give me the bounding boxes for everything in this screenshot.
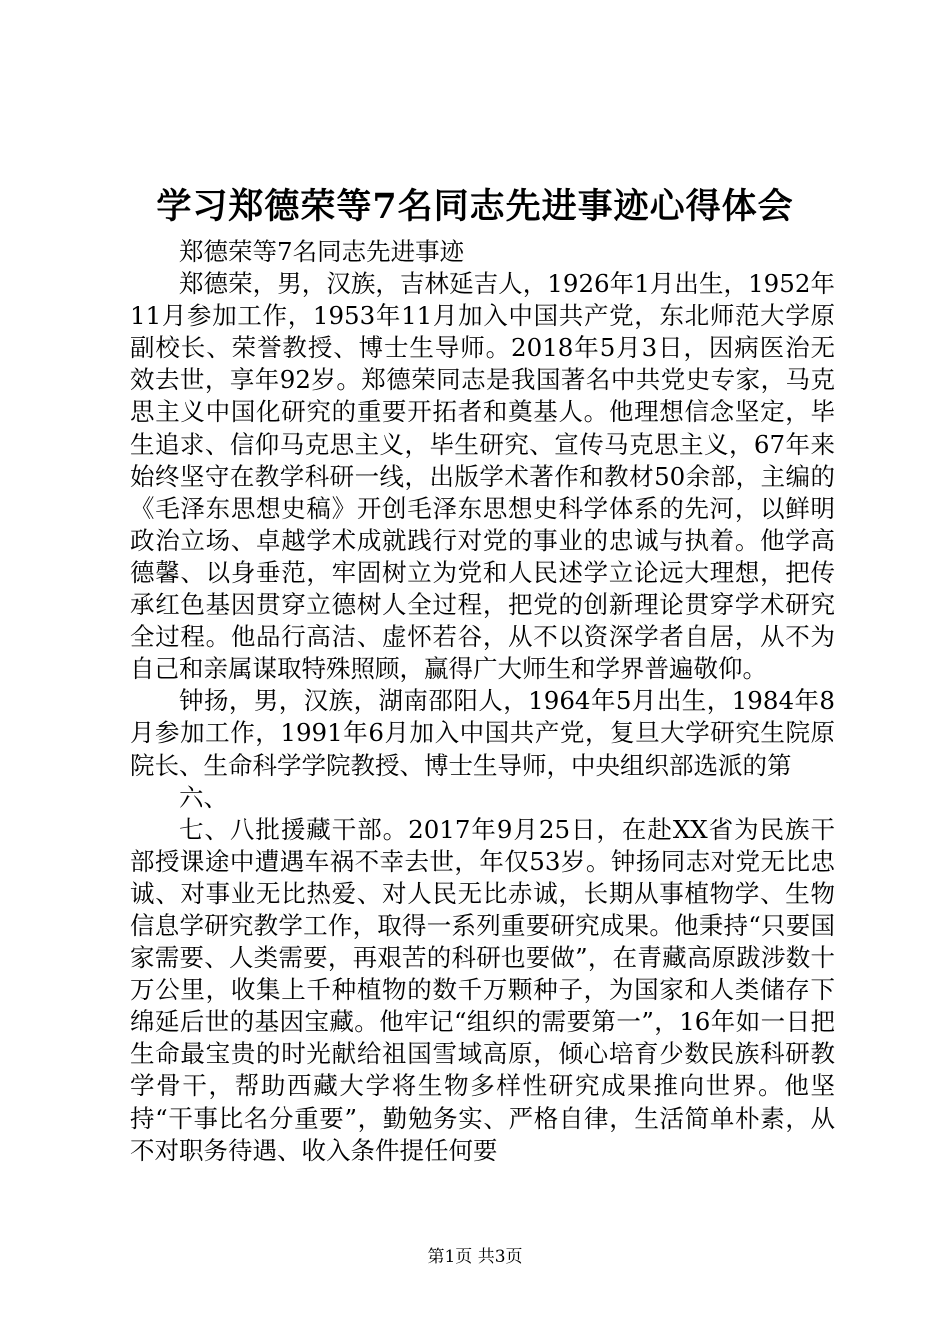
paragraph-zheng-derong: 郑德荣，男，汉族，吉林延吉人，1926年1月出生，1952年11月参加工作，1953年11月加入中国共产党，东北师范大学原副校长、荣誉教授、博士生导师。2018年5月3日，因病医治无效去世，享年92岁。郑德荣同志是我国著名中共党史专家，马克思主义中国化研究的重要开拓者和奠基人。他理想信念坚定，毕生追求、信仰马克思主义，毕生研究、宣传马克思主义，67年来始终坚守在教学科研一线，出版学术著作和教材50余部，主编的《毛泽东思想史稿》开创毛泽东思想史科学体系的先河，以鲜明政治立场、卓越学术成就践行对党的事业的忠诚与执着。他学高德馨、以身垂范，牢固树立为党和人民述学立论远大理想，把传承红色基因贯穿立德树人全过程，把党的创新理论贯穿学术研究全过程。他品行高洁、虚怀若谷，从不以资深学者自居，从不为自己和亲属谋取特殊照顾，赢得广大师生和学界普遍敬仰。 — [130, 269, 835, 684]
document-body — [130, 236, 835, 1167]
paragraph-fragment-six: 六、 — [179, 782, 228, 812]
paragraph-subtitle: 郑德荣等7名同志先进事迹 — [179, 237, 465, 266]
document-title: 学习郑德荣等7名同志先进事迹心得体会 — [156, 186, 794, 227]
paragraph-zhong-yang-continued: 七、八批援藏干部。2017年9月25日，在赴XX省为民族干部授课途中遭遇车祸不幸去世，年仅53岁。钟扬同志对党无比忠诚、对事业无比热爱、对人民无比赤诚，长期从事植物学、生物信息学研究教学工作，取得一系列重要研究成果。他秉持“只要国家需要、人类需要，再艰苦的科研也要做”，在青藏高原跋涉数十万公里，收集上千种植物的数千万颗种子，为国家和人类储存下绵延后世的基因宝藏。他牢记“组织的需要第一”，16年如一日把生命最宝贵的时光献给祖国雪域高原，倾心培育少数民族科研教学骨干，帮助西藏大学将生物多样性研究成果推向世界。他坚持“干事比名分重要”，勤勉务实、严格自律，生活简单朴素，从不对职务待遇、收入条件提任何要 — [130, 814, 835, 1165]
page-number-footer: 第1页 共3页 — [427, 1247, 523, 1267]
paragraph-zhong-yang: 钟扬，男，汉族，湖南邵阳人，1964年5月出生，1984年8月参加工作，1991年6月加入中国共产党，复旦大学研究生院原院长、生命科学学院教授、博士生导师，中央组织部选派的第 — [130, 686, 835, 780]
